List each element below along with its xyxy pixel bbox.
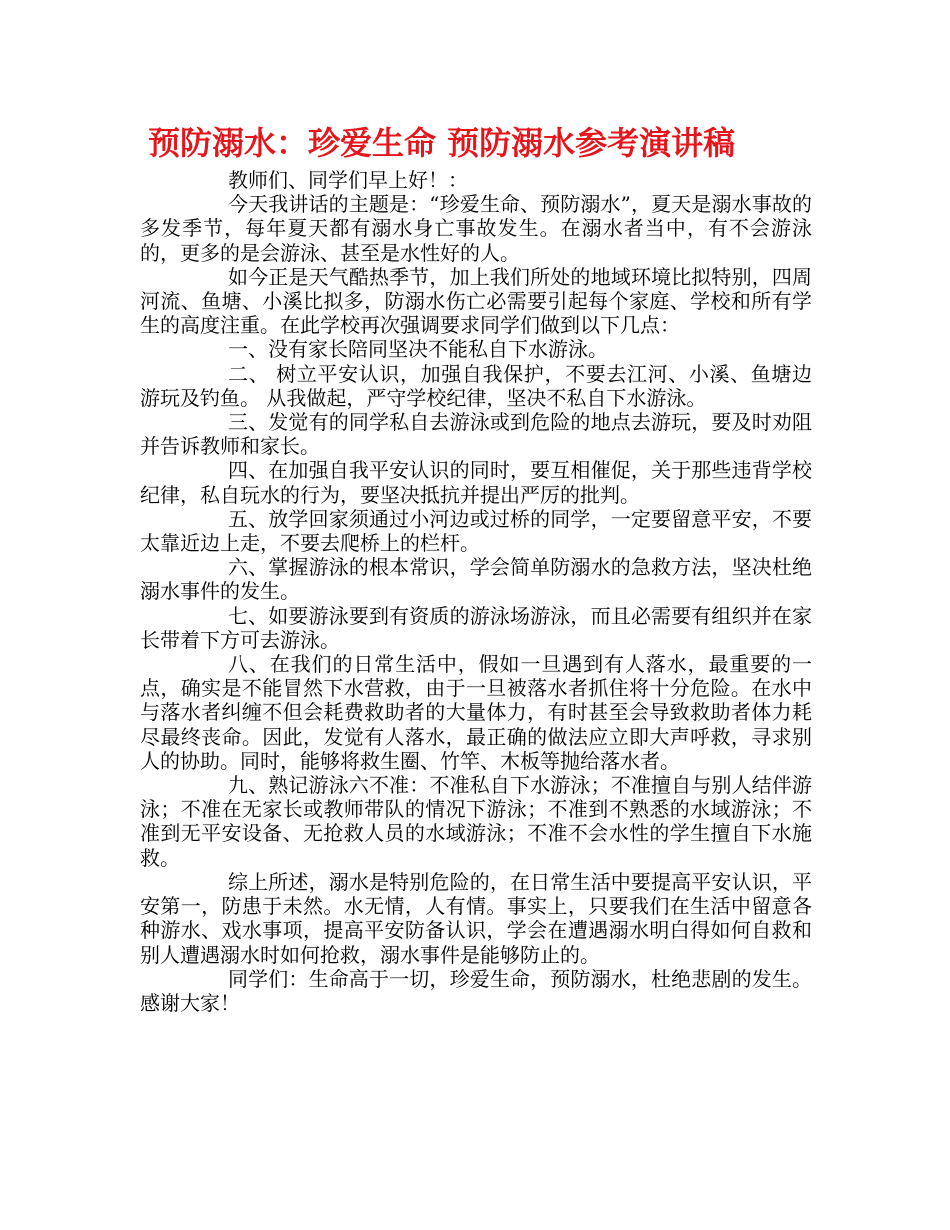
- document-title: 预防溺水：珍爱生命 预防溺水参考演讲稿: [148, 124, 736, 162]
- document-body: [140, 168, 812, 1015]
- rule-4-paragraph: 四、在加强自我平安认识的同时，要互相催促，关于那些违背学校纪律，私自玩水的行为，要坚决抵抗并提出严厉的批判。: [140, 458, 812, 507]
- summary-paragraph: 综上所述，溺水是特别危险的，在日常生活中要提高平安认识，平安第一，防患于未然。水无情，人有情。事实上，只要我们在生活中留意各种游水、戏水事项，提高平安防备认识，学会在遭遇溺水明白得如何自救和别人遭遇溺水时如何抢救，溺水事件是能够防止的。: [140, 869, 812, 967]
- greeting-paragraph: 教师们、同学们早上好！：: [228, 168, 468, 192]
- rule-5-paragraph: 五、放学回家须通过小河边或过桥的同学，一定要留意平安，不要太靠近边上走，不要去爬桥上的栏杆。: [140, 506, 812, 556]
- rule-7-paragraph: 七、如要游泳要到有资质的游泳场游泳，而且必需要有组织并在家长带着下方可去游泳。: [140, 603, 812, 652]
- rule-8-paragraph: 八、在我们的日常生活中，假如一旦遇到有人落水，最重要的一点，确实是不能冒然下水营救，由于一旦被落水者抓住将十分危险。在水中与落水者纠缠不但会耗费救助者的大量体力，有时甚至会导致救助者体力耗尽最终丧命。因此，发觉有人落水，最正确的做法应立即大声呼救，寻求别人的协助。同时，能够将救生圈、竹竿、木板等抛给落水者。: [140, 652, 812, 773]
- context-paragraph: 如今正是天气酷热季节，加上我们所处的地域环境比拟特别，四周河流、鱼塘、小溪比拟多，防溺水伤亡必需要引起每个家庭、学校和所有学生的高度注重。在此学校再次强调要求同学们做到以下几点：: [140, 264, 812, 338]
- rule-3-paragraph: 三、发觉有的同学私自去游泳或到危险的地点去游玩，要及时劝阻并告诉教师和家长。: [140, 410, 812, 459]
- closing-paragraph: 同学们：生命高于一切，珍爱生命，预防溺水，杜绝悲剧的发生。 感谢大家！: [140, 966, 812, 1015]
- rule-9-paragraph: 九、熟记游泳六不准：不准私自下水游泳；不准擅自与别人结伴游泳；不准在无家长或教师带队的情况下游泳；不准到不熟悉的水域游泳；不准到无平安设备、无抢救人员的水域游泳；不准不会水性的学生擅自下水施救。: [140, 773, 812, 870]
- intro-paragraph: 今天我讲话的主题是：“珍爱生命、预防溺水”，夏天是溺水事故的多发季节，每年夏天都有溺水身亡事故发生。在溺水者当中，有不会游泳的，更多的是会游泳、甚至是水性好的人。: [140, 192, 812, 265]
- document-page: [140, 118, 812, 1015]
- rule-1-paragraph: 一、没有家长陪同坚决不能私自下水游泳。: [228, 337, 608, 362]
- rule-2-paragraph: 二、 树立平安认识，加强自我保护，不要去江河、小溪、鱼塘边游玩及钓鱼。 从我做起，严守学校纪律，坚决不私自下水游泳。: [140, 361, 812, 410]
- rule-6-paragraph: 六、掌握游泳的根本常识，学会简单防溺水的急救方法，坚决杜绝溺水事件的发生。: [140, 555, 812, 604]
